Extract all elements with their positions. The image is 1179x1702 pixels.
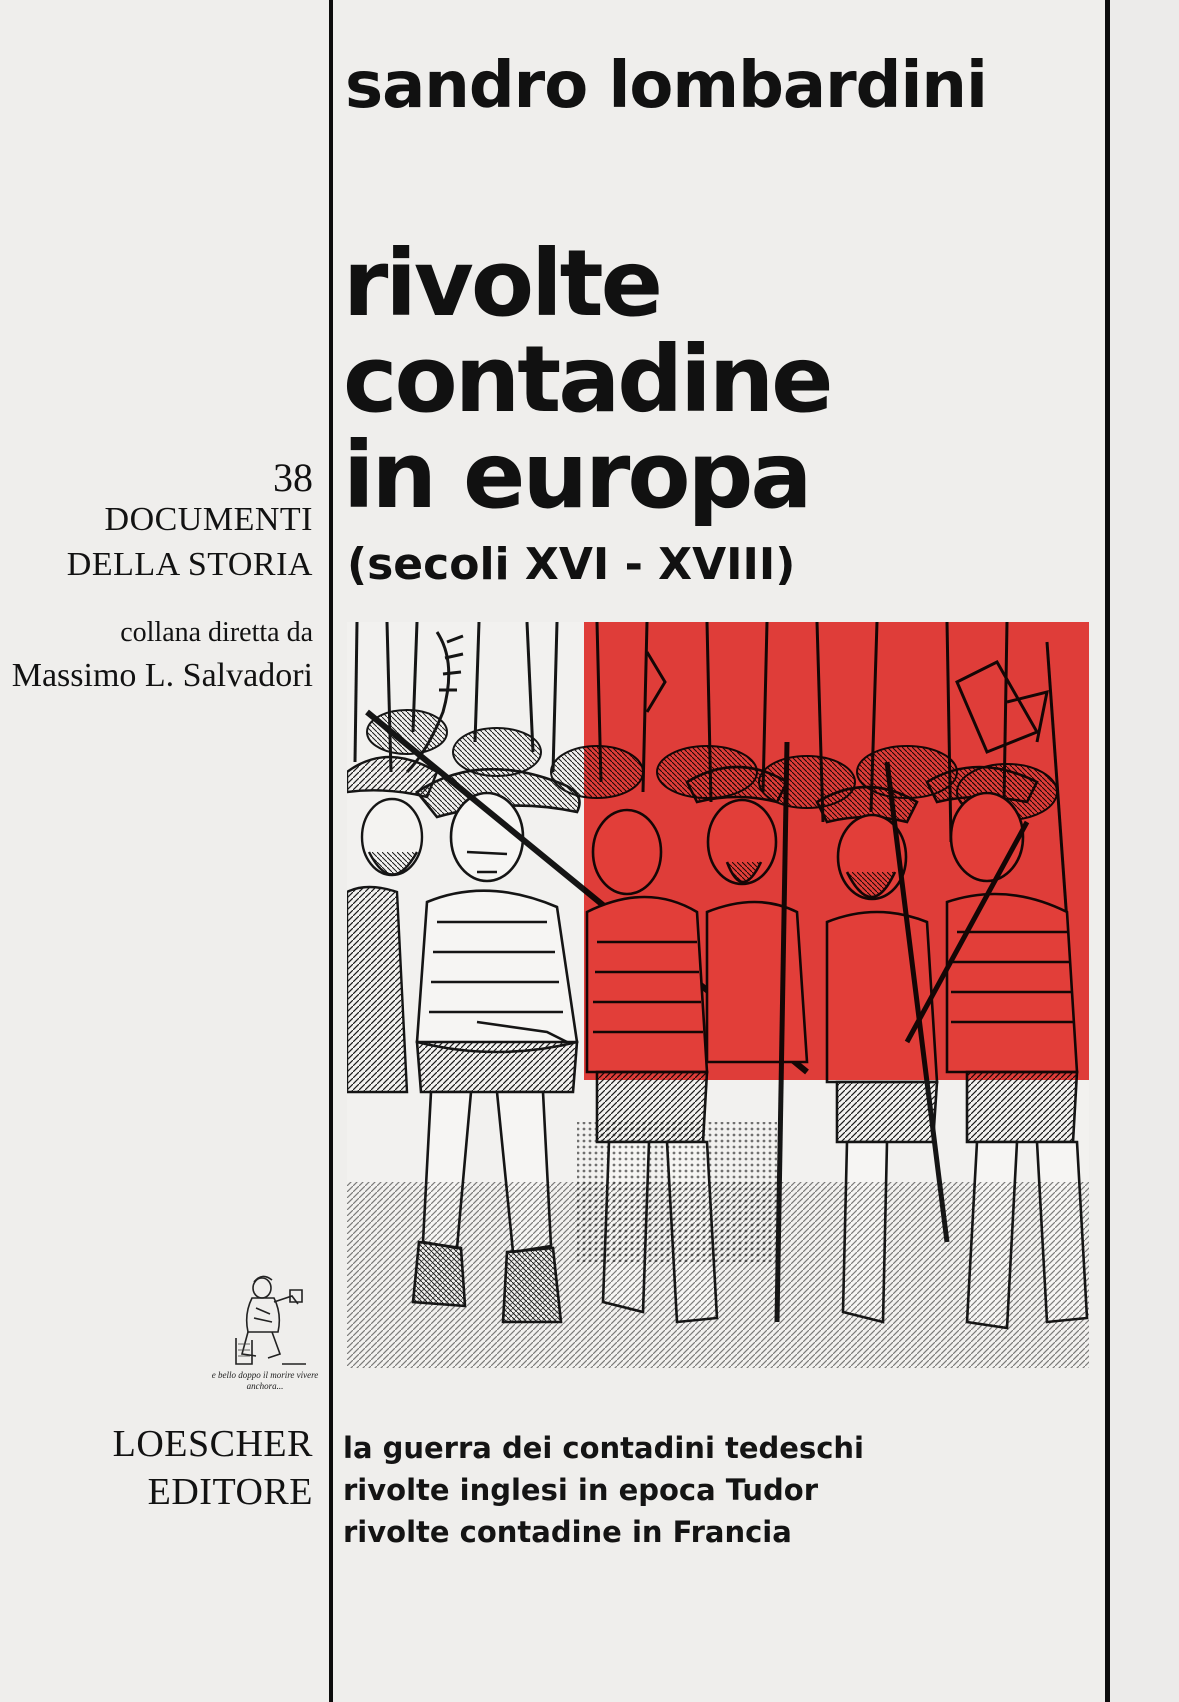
author-name: sandro lombardini: [345, 49, 987, 123]
title-line-1: rivolte: [343, 230, 660, 337]
series-number: 38: [273, 455, 313, 500]
contents-item: rivolte contadine in Francia: [343, 1515, 792, 1549]
contents-item: rivolte inglesi in epoca Tudor: [343, 1473, 819, 1507]
spine-margin: [1110, 0, 1179, 1702]
publisher-name-line-2: EDITORE: [147, 1471, 313, 1513]
emblem-motto: e bello doppo il morire vivere anchora...: [211, 1370, 319, 1391]
subtitle: (secoli XVI - XVIII): [347, 539, 796, 590]
series-editor-label: collana diretta da: [120, 617, 313, 648]
left-divider-line: [329, 0, 333, 1702]
publisher-name-line-1: LOESCHER: [112, 1423, 313, 1465]
contents-list: [343, 1427, 864, 1553]
contents-item: la guerra dei contadini tedeschi: [343, 1431, 864, 1465]
series-name-line-2: DELLA STORIA: [66, 546, 313, 583]
title-line-3: in europa: [343, 422, 810, 529]
series-editor-name: Massimo L. Salvadori: [11, 657, 313, 694]
cover-illustration: [347, 622, 1089, 1368]
series-name-line-1: DOCUMENTI: [104, 501, 313, 538]
title-line-2: contadine: [343, 326, 831, 433]
